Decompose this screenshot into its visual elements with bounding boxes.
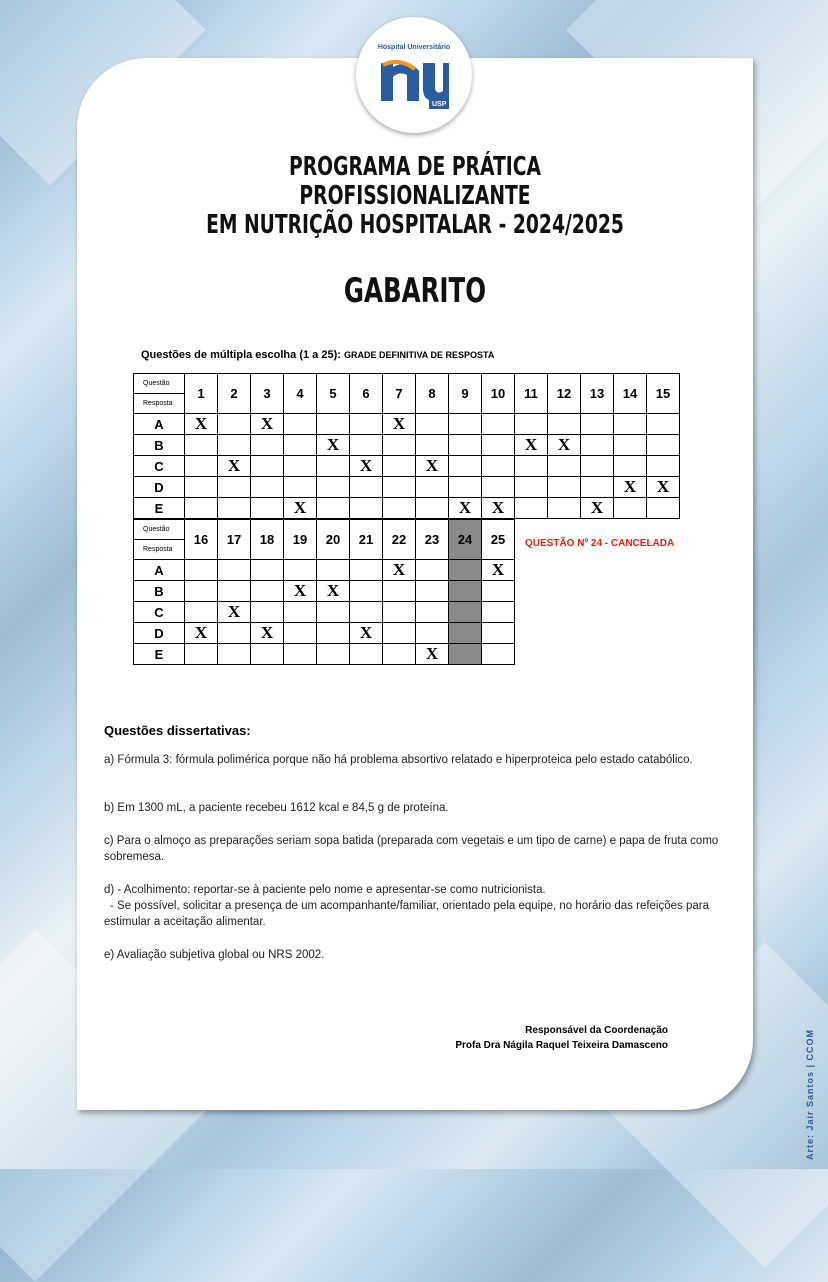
option-label: E [134, 498, 185, 519]
question-number: 25 [482, 520, 515, 560]
answer-cell [218, 414, 251, 435]
answer-cell [284, 414, 317, 435]
answer-cell [185, 581, 218, 602]
question-number: 9 [449, 374, 482, 414]
answer-cell: X [482, 498, 515, 519]
answer-cell [449, 560, 482, 581]
answer-cell: X [350, 623, 383, 644]
answer-cell [284, 456, 317, 477]
answer-cell [416, 498, 449, 519]
answer-cell [383, 623, 416, 644]
mc-heading-text: Questões de múltipla escolha (1 a 25): [141, 349, 341, 361]
essay-answer-e: e) Avaliação subjetiva global ou NRS 2002. [104, 949, 325, 961]
question-number: 20 [317, 520, 350, 560]
answer-cell [482, 456, 515, 477]
answer-cell [449, 456, 482, 477]
question-number: 11 [515, 374, 548, 414]
answer-cell [383, 456, 416, 477]
answer-cell: X [515, 435, 548, 456]
answer-cell [515, 498, 548, 519]
answer-cell [449, 435, 482, 456]
answer-cell [218, 581, 251, 602]
question-number: 1 [185, 374, 218, 414]
answer-cell [416, 477, 449, 498]
answer-cell: X [218, 602, 251, 623]
title-line-1: PROGRAMA DE PRÁTICA PROFISSIONALIZANTE [289, 152, 541, 211]
answer-cell [449, 644, 482, 665]
answer-cell [350, 435, 383, 456]
question-number: 21 [350, 520, 383, 560]
option-label: B [134, 435, 185, 456]
option-label: A [134, 560, 185, 581]
answer-cell [218, 560, 251, 581]
hospital-logo [356, 17, 472, 133]
answer-cell: X [251, 623, 284, 644]
answer-cell [548, 456, 581, 477]
answer-cell [284, 435, 317, 456]
answer-cell [350, 602, 383, 623]
answer-cell [449, 477, 482, 498]
answer-cell [383, 602, 416, 623]
essay-answer-b: b) Em 1300 mL, a paciente recebeu 1612 kcal e 84,5 g de proteína. [104, 802, 449, 814]
answer-cell [647, 456, 680, 477]
question-number: 19 [284, 520, 317, 560]
question-number: 16 [185, 520, 218, 560]
answer-cell [251, 498, 284, 519]
answer-cell [482, 602, 515, 623]
answer-cell: X [383, 414, 416, 435]
answer-cell [614, 498, 647, 519]
answer-cell [449, 581, 482, 602]
option-label: D [134, 477, 185, 498]
answer-cell [350, 560, 383, 581]
answer-cell: X [383, 560, 416, 581]
answer-cell: X [449, 498, 482, 519]
answer-cell: X [482, 560, 515, 581]
answer-cell [251, 560, 284, 581]
question-number: 10 [482, 374, 515, 414]
answer-cell: X [251, 414, 284, 435]
answer-cell: X [284, 581, 317, 602]
answer-cell [548, 414, 581, 435]
answer-cell [284, 602, 317, 623]
answer-cell [548, 498, 581, 519]
answer-cell [548, 477, 581, 498]
essay-answer-c: c) Para o almoço as preparações seriam sopa batida (preparada com vegetais e um tipo de carne) e papa de fruta como sobremesa. [104, 835, 719, 863]
answer-cell [218, 477, 251, 498]
question-number: 23 [416, 520, 449, 560]
answer-cell [350, 498, 383, 519]
question-number: 4 [284, 374, 317, 414]
answer-cell [251, 581, 284, 602]
answer-cell [218, 498, 251, 519]
answer-cell [647, 498, 680, 519]
answer-cell [284, 560, 317, 581]
essay-heading: Questões dissertativas: [104, 723, 251, 738]
question-number: 24 [449, 520, 482, 560]
answer-cell [581, 456, 614, 477]
essay-answer-d2: - Se possível, solicitar a presença de um acompanhante/familiar, orientado pela equipe, no horário das refeições para estimular a aceitação alimentar. [104, 900, 709, 928]
question-number: 8 [416, 374, 449, 414]
answer-grid-1 [133, 373, 680, 519]
answer-cell [482, 414, 515, 435]
option-label: E [134, 644, 185, 665]
answer-cell [251, 602, 284, 623]
answer-cell [383, 644, 416, 665]
answer-cell: X [317, 581, 350, 602]
page-title: GABARITO [343, 271, 487, 311]
answer-cell: X [218, 456, 251, 477]
question-number: 6 [350, 374, 383, 414]
answer-cell: X [548, 435, 581, 456]
answer-cell [482, 644, 515, 665]
answer-cell [317, 644, 350, 665]
answer-cell [350, 581, 383, 602]
answer-cell: X [350, 456, 383, 477]
answer-cell [317, 477, 350, 498]
grid-label-questao: Questão [134, 520, 185, 540]
answer-cell: X [416, 456, 449, 477]
program-title [172, 153, 659, 240]
answer-cell [350, 644, 383, 665]
mc-heading-small: GRADE DEFINITIVA DE RESPOSTA [343, 350, 495, 360]
answer-cell [515, 477, 548, 498]
answer-cell [614, 456, 647, 477]
answer-cell: X [284, 498, 317, 519]
answer-cell [647, 414, 680, 435]
question-number: 14 [614, 374, 647, 414]
answer-cell [383, 435, 416, 456]
question-number: 7 [383, 374, 416, 414]
mc-heading [141, 349, 494, 361]
answer-cell [383, 498, 416, 519]
answer-cell [251, 435, 284, 456]
cancel-note: QUESTÃO Nº 24 - CANCELADA [525, 538, 675, 549]
answer-cell [581, 477, 614, 498]
option-label: A [134, 414, 185, 435]
answer-cell: X [185, 414, 218, 435]
answer-cell [482, 581, 515, 602]
signature-role: Responsável da Coordenação [525, 1025, 668, 1036]
answer-cell [515, 414, 548, 435]
question-number: 15 [647, 374, 680, 414]
answer-cell [416, 435, 449, 456]
answer-cell [284, 623, 317, 644]
answer-cell [218, 435, 251, 456]
option-label: D [134, 623, 185, 644]
question-number: 17 [218, 520, 251, 560]
answer-cell: X [416, 644, 449, 665]
answer-cell [449, 623, 482, 644]
answer-cell [515, 456, 548, 477]
answer-cell [383, 477, 416, 498]
question-number: 3 [251, 374, 284, 414]
question-number: 13 [581, 374, 614, 414]
question-number: 12 [548, 374, 581, 414]
answer-cell [449, 414, 482, 435]
answer-cell [317, 456, 350, 477]
answer-cell [416, 560, 449, 581]
answer-cell [218, 623, 251, 644]
option-label: C [134, 456, 185, 477]
answer-cell [416, 414, 449, 435]
answer-cell [647, 435, 680, 456]
answer-cell [350, 477, 383, 498]
answer-grid-2 [133, 519, 515, 665]
answer-cell [284, 477, 317, 498]
grid-label-resposta: Resposta [134, 394, 185, 414]
logo-usp-badge: USP [429, 100, 449, 109]
answer-cell [185, 602, 218, 623]
grid-label-resposta: Resposta [134, 540, 185, 560]
option-label: C [134, 602, 185, 623]
question-number: 22 [383, 520, 416, 560]
question-number: 2 [218, 374, 251, 414]
answer-cell [449, 602, 482, 623]
option-label: B [134, 581, 185, 602]
hu-logo-icon [379, 55, 449, 105]
answer-cell [581, 435, 614, 456]
answer-cell [185, 477, 218, 498]
logo-top-text: Hospital Universitário [377, 44, 451, 51]
answer-cell: X [185, 623, 218, 644]
answer-cell [614, 435, 647, 456]
answer-cell: X [581, 498, 614, 519]
art-credit: Arte: Jair Santos | CCOM [805, 1028, 815, 1160]
question-number: 5 [317, 374, 350, 414]
grid-label-questao: Questão [134, 374, 185, 394]
answer-cell [284, 644, 317, 665]
answer-cell [317, 414, 350, 435]
answer-cell [251, 456, 284, 477]
answer-cell [317, 560, 350, 581]
essay-answer-d1: d) - Acolhimento: reportar-se à paciente pelo nome e apresentar-se como nutricionista. [104, 884, 546, 896]
answer-cell [482, 435, 515, 456]
essay-answer-a: a) Fórmula 3: fórmula polimérica porque não há problema absortivo relatado e hiperproteica pelo estado catabólico. [104, 754, 693, 766]
answer-cell [416, 623, 449, 644]
answer-cell: X [614, 477, 647, 498]
answer-cell [317, 498, 350, 519]
signature-name: Profa Dra Nágila Raquel Teixeira Damasceno [455, 1040, 668, 1051]
answer-cell [482, 477, 515, 498]
question-number: 18 [251, 520, 284, 560]
answer-cell [251, 644, 284, 665]
answer-cell: X [647, 477, 680, 498]
answer-cell [614, 414, 647, 435]
answer-cell [482, 623, 515, 644]
answer-cell [317, 623, 350, 644]
answer-cell [218, 644, 251, 665]
answer-cell [317, 602, 350, 623]
answer-cell [416, 581, 449, 602]
answer-cell [581, 414, 614, 435]
answer-cell [185, 560, 218, 581]
answer-cell [185, 435, 218, 456]
answer-cell [185, 456, 218, 477]
answer-cell [185, 498, 218, 519]
answer-cell: X [317, 435, 350, 456]
answer-cell [350, 414, 383, 435]
answer-cell [185, 644, 218, 665]
answer-cell [251, 477, 284, 498]
answer-cell [416, 602, 449, 623]
answer-cell [383, 581, 416, 602]
title-line-2: EM NUTRIÇÃO HOSPITALAR - 2024/2025 [206, 210, 624, 240]
